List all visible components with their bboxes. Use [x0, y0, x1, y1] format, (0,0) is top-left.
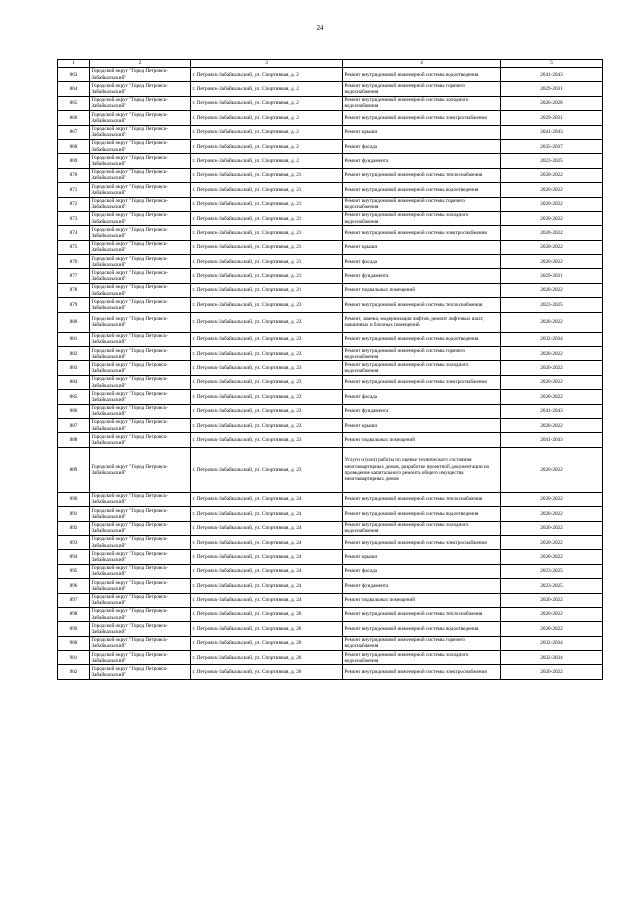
table-row — [58, 197, 603, 211]
table-row — [58, 283, 603, 297]
municipality-cell: Городской округ "Город Петровск-Забайкальский" — [90, 607, 191, 621]
address-cell: г. Петровск-Забайкальский, ул. Спортивная, д. 2 — [191, 139, 343, 153]
address-cell: г. Петровск-Забайкальский, ул. Спортивная, д. 24 — [191, 535, 343, 549]
work-type-cell: Ремонт внутридомовой инженерной системы теплоснабжения — [343, 298, 501, 312]
row-number-cell: 898 — [58, 607, 90, 621]
address-cell: г. Петровск-Забайкальский, ул. Спортивная, д. 2 — [191, 111, 343, 125]
table-row — [58, 183, 603, 197]
period-cell: 2020-2022 — [501, 226, 603, 240]
address-cell: г. Петровск-Забайкальский, ул. Спортивная, д. 23 — [191, 298, 343, 312]
address-cell: г. Петровск-Забайкальский, ул. Спортивная, д. 21 — [191, 226, 343, 240]
row-number-cell: 879 — [58, 298, 90, 312]
address-cell: г. Петровск-Забайкальский, ул. Спортивная, д. 23 — [191, 418, 343, 432]
work-type-cell: Ремонт внутридомовой инженерной системы холодного водоснабжения — [343, 211, 501, 225]
row-number-cell: 874 — [58, 226, 90, 240]
municipality-cell: Городской округ "Город Петровск-Забайкальский" — [90, 211, 191, 225]
period-cell: 2029-2031 — [501, 82, 603, 96]
table-row — [58, 447, 603, 492]
table-row — [58, 240, 603, 254]
work-type-cell: Ремонт внутридомовой инженерной системы холодного водоснабжения — [343, 521, 501, 535]
table-row — [58, 312, 603, 332]
period-cell: 2020-2022 — [501, 375, 603, 389]
period-cell: 2020-2022 — [501, 550, 603, 564]
municipality-cell: Городской округ "Город Петровск-Забайкальский" — [90, 636, 191, 650]
table-row — [58, 564, 603, 578]
municipality-cell: Городской округ "Город Петровск-Забайкальский" — [90, 283, 191, 297]
column-header-3: 3 — [191, 60, 343, 68]
table-row — [58, 154, 603, 168]
period-cell: 2041-2043 — [501, 68, 603, 82]
period-cell: 2020-2022 — [501, 211, 603, 225]
municipality-cell: Городской округ "Город Петровск-Забайкальский" — [90, 390, 191, 404]
row-number-cell: 890 — [58, 492, 90, 506]
address-cell: г. Петровск-Забайкальский, ул. Спортивная, д. 21 — [191, 197, 343, 211]
table-row — [58, 139, 603, 153]
municipality-cell: Городской округ "Город Петровск-Забайкальский" — [90, 68, 191, 82]
row-number-cell: 896 — [58, 579, 90, 593]
table-row — [58, 82, 603, 96]
period-cell: 2020-2022 — [501, 535, 603, 549]
address-cell: г. Петровск-Забайкальский, ул. Спортивная, д. 26 — [191, 607, 343, 621]
row-number-cell: 885 — [58, 390, 90, 404]
table-row — [58, 622, 603, 636]
row-number-cell: 902 — [58, 665, 90, 679]
table-row — [58, 433, 603, 447]
period-cell: 2041-2043 — [501, 404, 603, 418]
address-cell: г. Петровск-Забайкальский, ул. Спортивная, д. 2 — [191, 125, 343, 139]
work-type-cell: Ремонт крыши — [343, 550, 501, 564]
period-cell: 2020-2022 — [501, 507, 603, 521]
table-row — [58, 507, 603, 521]
municipality-cell: Городской округ "Город Петровск-Забайкальский" — [90, 361, 191, 375]
table-row — [58, 492, 603, 506]
column-header-2: 2 — [90, 60, 191, 68]
row-number-cell: 895 — [58, 564, 90, 578]
period-cell: 2020-2022 — [501, 607, 603, 621]
work-type-cell: Ремонт внутридомовой инженерной системы водоотведения — [343, 622, 501, 636]
municipality-cell: Городской округ "Город Петровск-Забайкальский" — [90, 535, 191, 549]
row-number-cell: 876 — [58, 255, 90, 269]
work-type-cell: Ремонт внутридомовой инженерной системы теплоснабжения — [343, 607, 501, 621]
municipality-cell: Городской округ "Город Петровск-Забайкальский" — [90, 226, 191, 240]
row-number-cell: 870 — [58, 168, 90, 182]
municipality-cell: Городской округ "Город Петровск-Забайкальский" — [90, 347, 191, 361]
table-row — [58, 418, 603, 432]
table-row — [58, 375, 603, 389]
work-type-cell: Ремонт внутридомовой инженерной системы горячего водоснабжения — [343, 82, 501, 96]
address-cell: г. Петровск-Забайкальский, ул. Спортивная, д. 2 — [191, 68, 343, 82]
period-cell: 2023-2025 — [501, 154, 603, 168]
period-cell: 2020-2022 — [501, 665, 603, 679]
table-row — [58, 298, 603, 312]
municipality-cell: Городской округ "Город Петровск-Забайкальский" — [90, 125, 191, 139]
period-cell: 2020-2022 — [501, 521, 603, 535]
municipality-cell: Городской округ "Город Петровск-Забайкальский" — [90, 418, 191, 432]
page-number: 24 — [316, 24, 324, 32]
address-cell: г. Петровск-Забайкальский, ул. Спортивная, д. 21 — [191, 240, 343, 254]
period-cell: 2020-2022 — [501, 347, 603, 361]
work-type-cell: Ремонт внутридомовой инженерной системы теплоснабжения — [343, 168, 501, 182]
municipality-cell: Городской округ "Город Петровск-Забайкальский" — [90, 433, 191, 447]
work-type-cell: Ремонт фасада — [343, 390, 501, 404]
period-cell: 2020-2022 — [501, 312, 603, 332]
period-cell: 2023-2025 — [501, 579, 603, 593]
municipality-cell: Городской округ "Город Петровск-Забайкальский" — [90, 197, 191, 211]
period-cell: 2029-2031 — [501, 111, 603, 125]
municipality-cell: Городской округ "Город Петровск-Забайкальский" — [90, 665, 191, 679]
work-type-cell: Ремонт фундамента — [343, 404, 501, 418]
period-cell: 2020-2022 — [501, 418, 603, 432]
table-row — [58, 111, 603, 125]
row-number-cell: 878 — [58, 283, 90, 297]
row-number-cell: 864 — [58, 82, 90, 96]
work-type-cell: Ремонт внутридомовой инженерной системы электроснабжения — [343, 111, 501, 125]
table-row — [58, 347, 603, 361]
table-body — [58, 68, 603, 680]
row-number-cell: 887 — [58, 418, 90, 432]
capital-repair-table — [57, 59, 603, 680]
municipality-cell: Городской округ "Город Петровск-Забайкальский" — [90, 298, 191, 312]
work-type-cell: Ремонт подвальных помещений — [343, 433, 501, 447]
work-type-cell: Ремонт внутридомовой инженерной системы электроснабжения — [343, 226, 501, 240]
municipality-cell: Городской округ "Город Петровск-Забайкальский" — [90, 82, 191, 96]
address-cell: г. Петровск-Забайкальский, ул. Спортивная, д. 24 — [191, 521, 343, 535]
municipality-cell: Городской округ "Город Петровск-Забайкальский" — [90, 492, 191, 506]
address-cell: г. Петровск-Забайкальский, ул. Спортивная, д. 21 — [191, 255, 343, 269]
table-row — [58, 521, 603, 535]
table-row — [58, 607, 603, 621]
period-cell: 2041-2043 — [501, 433, 603, 447]
table-header — [58, 60, 603, 68]
table-row — [58, 255, 603, 269]
work-type-cell: Ремонт фундамента — [343, 579, 501, 593]
work-type-cell: Ремонт фасада — [343, 564, 501, 578]
address-cell: г. Петровск-Забайкальский, ул. Спортивная, д. 21 — [191, 283, 343, 297]
table-row — [58, 651, 603, 665]
address-cell: г. Петровск-Забайкальский, ул. Спортивная, д. 26 — [191, 651, 343, 665]
address-cell: г. Петровск-Забайкальский, ул. Спортивная, д. 26 — [191, 622, 343, 636]
address-cell: г. Петровск-Забайкальский, ул. Спортивная, д. 2 — [191, 96, 343, 110]
work-type-cell: Ремонт фундамента — [343, 269, 501, 283]
work-type-cell: Ремонт крыши — [343, 125, 501, 139]
address-cell: г. Петровск-Забайкальский, ул. Спортивная, д. 24 — [191, 507, 343, 521]
work-type-cell: Ремонт внутридомовой инженерной системы холодного водоснабжения — [343, 96, 501, 110]
municipality-cell: Городской округ "Город Петровск-Забайкальский" — [90, 564, 191, 578]
row-number-cell: 873 — [58, 211, 90, 225]
municipality-cell: Городской округ "Город Петровск-Забайкальский" — [90, 651, 191, 665]
address-cell: г. Петровск-Забайкальский, ул. Спортивная, д. 2 — [191, 82, 343, 96]
table-row — [58, 404, 603, 418]
period-cell: 2020-2022 — [501, 593, 603, 607]
table-row — [58, 96, 603, 110]
address-cell: г. Петровск-Забайкальский, ул. Спортивная, д. 21 — [191, 168, 343, 182]
address-cell: г. Петровск-Забайкальский, ул. Спортивная, д. 24 — [191, 564, 343, 578]
row-number-cell: 869 — [58, 154, 90, 168]
work-type-cell: Услуги и (или) работы по оценке технического состояния многоквартирных домов, разработке проектной документации на проведение капитального ремонта общего имущества многоквартирных домов — [343, 447, 501, 492]
work-type-cell: Ремонт, замена, модернизация лифтов, ремонт лифтовых шахт, машинных и блочных помещений — [343, 312, 501, 332]
period-cell: 2020-2022 — [501, 197, 603, 211]
address-cell: г. Петровск-Забайкальский, ул. Спортивная, д. 23 — [191, 447, 343, 492]
work-type-cell: Ремонт подвальных помещений — [343, 593, 501, 607]
address-cell: г. Петровск-Забайкальский, ул. Спортивная, д. 21 — [191, 183, 343, 197]
municipality-cell: Городской округ "Город Петровск-Забайкальский" — [90, 154, 191, 168]
address-cell: г. Петровск-Забайкальский, ул. Спортивная, д. 23 — [191, 404, 343, 418]
row-number-cell: 881 — [58, 332, 90, 346]
row-number-cell: 901 — [58, 651, 90, 665]
period-cell: 2020-2022 — [501, 390, 603, 404]
work-type-cell: Ремонт внутридомовой инженерной системы теплоснабжения — [343, 492, 501, 506]
address-cell: г. Петровск-Забайкальский, ул. Спортивная, д. 26 — [191, 665, 343, 679]
table-row — [58, 226, 603, 240]
work-type-cell: Ремонт внутридомовой инженерной системы электроснабжения — [343, 375, 501, 389]
row-number-cell: 899 — [58, 622, 90, 636]
address-cell: г. Петровск-Забайкальский, ул. Спортивная, д. 24 — [191, 550, 343, 564]
municipality-cell: Городской округ "Город Петровск-Забайкальский" — [90, 240, 191, 254]
row-number-cell: 868 — [58, 139, 90, 153]
table-row — [58, 361, 603, 375]
period-cell: 2032-2034 — [501, 651, 603, 665]
table-row — [58, 665, 603, 679]
row-number-cell: 892 — [58, 521, 90, 535]
address-cell: г. Петровск-Забайкальский, ул. Спортивная, д. 21 — [191, 269, 343, 283]
work-type-cell: Ремонт внутридомовой инженерной системы электроснабжения — [343, 665, 501, 679]
column-header-1: 1 — [58, 60, 90, 68]
table-row — [58, 211, 603, 225]
address-cell: г. Петровск-Забайкальский, ул. Спортивная, д. 26 — [191, 636, 343, 650]
address-cell: г. Петровск-Забайкальский, ул. Спортивная, д. 23 — [191, 390, 343, 404]
work-type-cell: Ремонт внутридомовой инженерной системы холодного водоснабжения — [343, 651, 501, 665]
period-cell: 2020-2022 — [501, 168, 603, 182]
row-number-cell: 884 — [58, 375, 90, 389]
municipality-cell: Городской округ "Город Петровск-Забайкальский" — [90, 404, 191, 418]
work-type-cell: Ремонт крыши — [343, 240, 501, 254]
row-number-cell: 893 — [58, 535, 90, 549]
work-type-cell: Ремонт фасада — [343, 139, 501, 153]
row-number-cell: 872 — [58, 197, 90, 211]
period-cell: 2020-2022 — [501, 622, 603, 636]
row-number-cell: 880 — [58, 312, 90, 332]
row-number-cell: 883 — [58, 361, 90, 375]
work-type-cell: Ремонт внутридомовой инженерной системы водоотведения — [343, 507, 501, 521]
address-cell: г. Петровск-Забайкальский, ул. Спортивная, д. 2 — [191, 154, 343, 168]
table-row — [58, 535, 603, 549]
municipality-cell: Городской округ "Город Петровск-Забайкальский" — [90, 312, 191, 332]
period-cell: 2023-2025 — [501, 564, 603, 578]
row-number-cell: 889 — [58, 447, 90, 492]
municipality-cell: Городской округ "Город Петровск-Забайкальский" — [90, 183, 191, 197]
row-number-cell: 867 — [58, 125, 90, 139]
table-row — [58, 269, 603, 283]
work-type-cell: Ремонт внутридомовой инженерной системы водоотведения — [343, 183, 501, 197]
period-cell: 2029-2031 — [501, 269, 603, 283]
work-type-cell: Ремонт внутридомовой инженерной системы горячего водоснабжения — [343, 636, 501, 650]
table-row — [58, 550, 603, 564]
period-cell: 2020-2022 — [501, 361, 603, 375]
period-cell: 2020-2022 — [501, 240, 603, 254]
table-row — [58, 168, 603, 182]
municipality-cell: Городской округ "Город Петровск-Забайкальский" — [90, 521, 191, 535]
period-cell: 2035-2037 — [501, 139, 603, 153]
municipality-cell: Городской округ "Город Петровск-Забайкальский" — [90, 96, 191, 110]
work-type-cell: Ремонт крыши — [343, 418, 501, 432]
period-cell: 2023-2025 — [501, 298, 603, 312]
table-row — [58, 390, 603, 404]
row-number-cell: 875 — [58, 240, 90, 254]
table-row — [58, 332, 603, 346]
work-type-cell: Ремонт внутридомовой инженерной системы горячего водоснабжения — [343, 347, 501, 361]
table-row — [58, 68, 603, 82]
row-number-cell: 900 — [58, 636, 90, 650]
column-header-5: 5 — [501, 60, 603, 68]
municipality-cell: Городской округ "Город Петровск-Забайкальский" — [90, 332, 191, 346]
period-cell: 2020-2022 — [501, 492, 603, 506]
table-row — [58, 125, 603, 139]
row-number-cell: 897 — [58, 593, 90, 607]
period-cell: 2020-2022 — [501, 183, 603, 197]
address-cell: г. Петровск-Забайкальский, ул. Спортивная, д. 24 — [191, 593, 343, 607]
address-cell: г. Петровск-Забайкальский, ул. Спортивная, д. 23 — [191, 347, 343, 361]
table-row — [58, 593, 603, 607]
work-type-cell: Ремонт внутридомовой инженерной системы горячего водоснабжения — [343, 197, 501, 211]
row-number-cell: 871 — [58, 183, 90, 197]
row-number-cell: 882 — [58, 347, 90, 361]
work-type-cell: Ремонт внутридомовой инженерной системы холодного водоснабжения — [343, 361, 501, 375]
address-cell: г. Петровск-Забайкальский, ул. Спортивная, д. 23 — [191, 375, 343, 389]
period-cell: 2020-2022 — [501, 447, 603, 492]
address-cell: г. Петровск-Забайкальский, ул. Спортивная, д. 23 — [191, 332, 343, 346]
municipality-cell: Городской округ "Город Петровск-Забайкальский" — [90, 507, 191, 521]
row-number-cell: 891 — [58, 507, 90, 521]
address-cell: г. Петровск-Забайкальский, ул. Спортивная, д. 23 — [191, 361, 343, 375]
period-cell: 2032-2034 — [501, 332, 603, 346]
municipality-cell: Городской округ "Город Петровск-Забайкальский" — [90, 550, 191, 564]
row-number-cell: 863 — [58, 68, 90, 82]
municipality-cell: Городской округ "Город Петровск-Забайкальский" — [90, 255, 191, 269]
row-number-cell: 866 — [58, 111, 90, 125]
work-type-cell: Ремонт внутридомовой инженерной системы водоотведения — [343, 332, 501, 346]
period-cell: 2020-2022 — [501, 255, 603, 269]
row-number-cell: 894 — [58, 550, 90, 564]
column-header-4: 4 — [343, 60, 501, 68]
row-number-cell: 886 — [58, 404, 90, 418]
row-number-cell: 888 — [58, 433, 90, 447]
period-cell: 2020-2022 — [501, 283, 603, 297]
row-number-cell: 877 — [58, 269, 90, 283]
work-type-cell: Ремонт подвальных помещений — [343, 283, 501, 297]
municipality-cell: Городской округ "Город Петровск-Забайкальский" — [90, 579, 191, 593]
work-type-cell: Ремонт фундамента — [343, 154, 501, 168]
table-row — [58, 636, 603, 650]
municipality-cell: Городской округ "Город Петровск-Забайкальский" — [90, 168, 191, 182]
municipality-cell: Городской округ "Город Петровск-Забайкальский" — [90, 447, 191, 492]
header-row — [58, 60, 603, 68]
municipality-cell: Городской округ "Город Петровск-Забайкальский" — [90, 111, 191, 125]
table-row — [58, 579, 603, 593]
address-cell: г. Петровск-Забайкальский, ул. Спортивная, д. 21 — [191, 211, 343, 225]
municipality-cell: Городской округ "Город Петровск-Забайкальский" — [90, 139, 191, 153]
work-type-cell: Ремонт фасада — [343, 255, 501, 269]
period-cell: 2041-2043 — [501, 125, 603, 139]
work-type-cell: Ремонт внутридомовой инженерной системы электроснабжения — [343, 535, 501, 549]
municipality-cell: Городской округ "Город Петровск-Забайкальский" — [90, 375, 191, 389]
period-cell: 2026-2028 — [501, 96, 603, 110]
address-cell: г. Петровск-Забайкальский, ул. Спортивная, д. 24 — [191, 492, 343, 506]
work-type-cell: Ремонт внутридомовой инженерной системы водоотведения — [343, 68, 501, 82]
municipality-cell: Городской округ "Город Петровск-Забайкальский" — [90, 269, 191, 283]
period-cell: 2032-2034 — [501, 636, 603, 650]
address-cell: г. Петровск-Забайкальский, ул. Спортивная, д. 23 — [191, 312, 343, 332]
municipality-cell: Городской округ "Город Петровск-Забайкальский" — [90, 622, 191, 636]
address-cell: г. Петровск-Забайкальский, ул. Спортивная, д. 23 — [191, 433, 343, 447]
address-cell: г. Петровск-Забайкальский, ул. Спортивная, д. 24 — [191, 579, 343, 593]
row-number-cell: 865 — [58, 96, 90, 110]
municipality-cell: Городской округ "Город Петровск-Забайкальский" — [90, 593, 191, 607]
